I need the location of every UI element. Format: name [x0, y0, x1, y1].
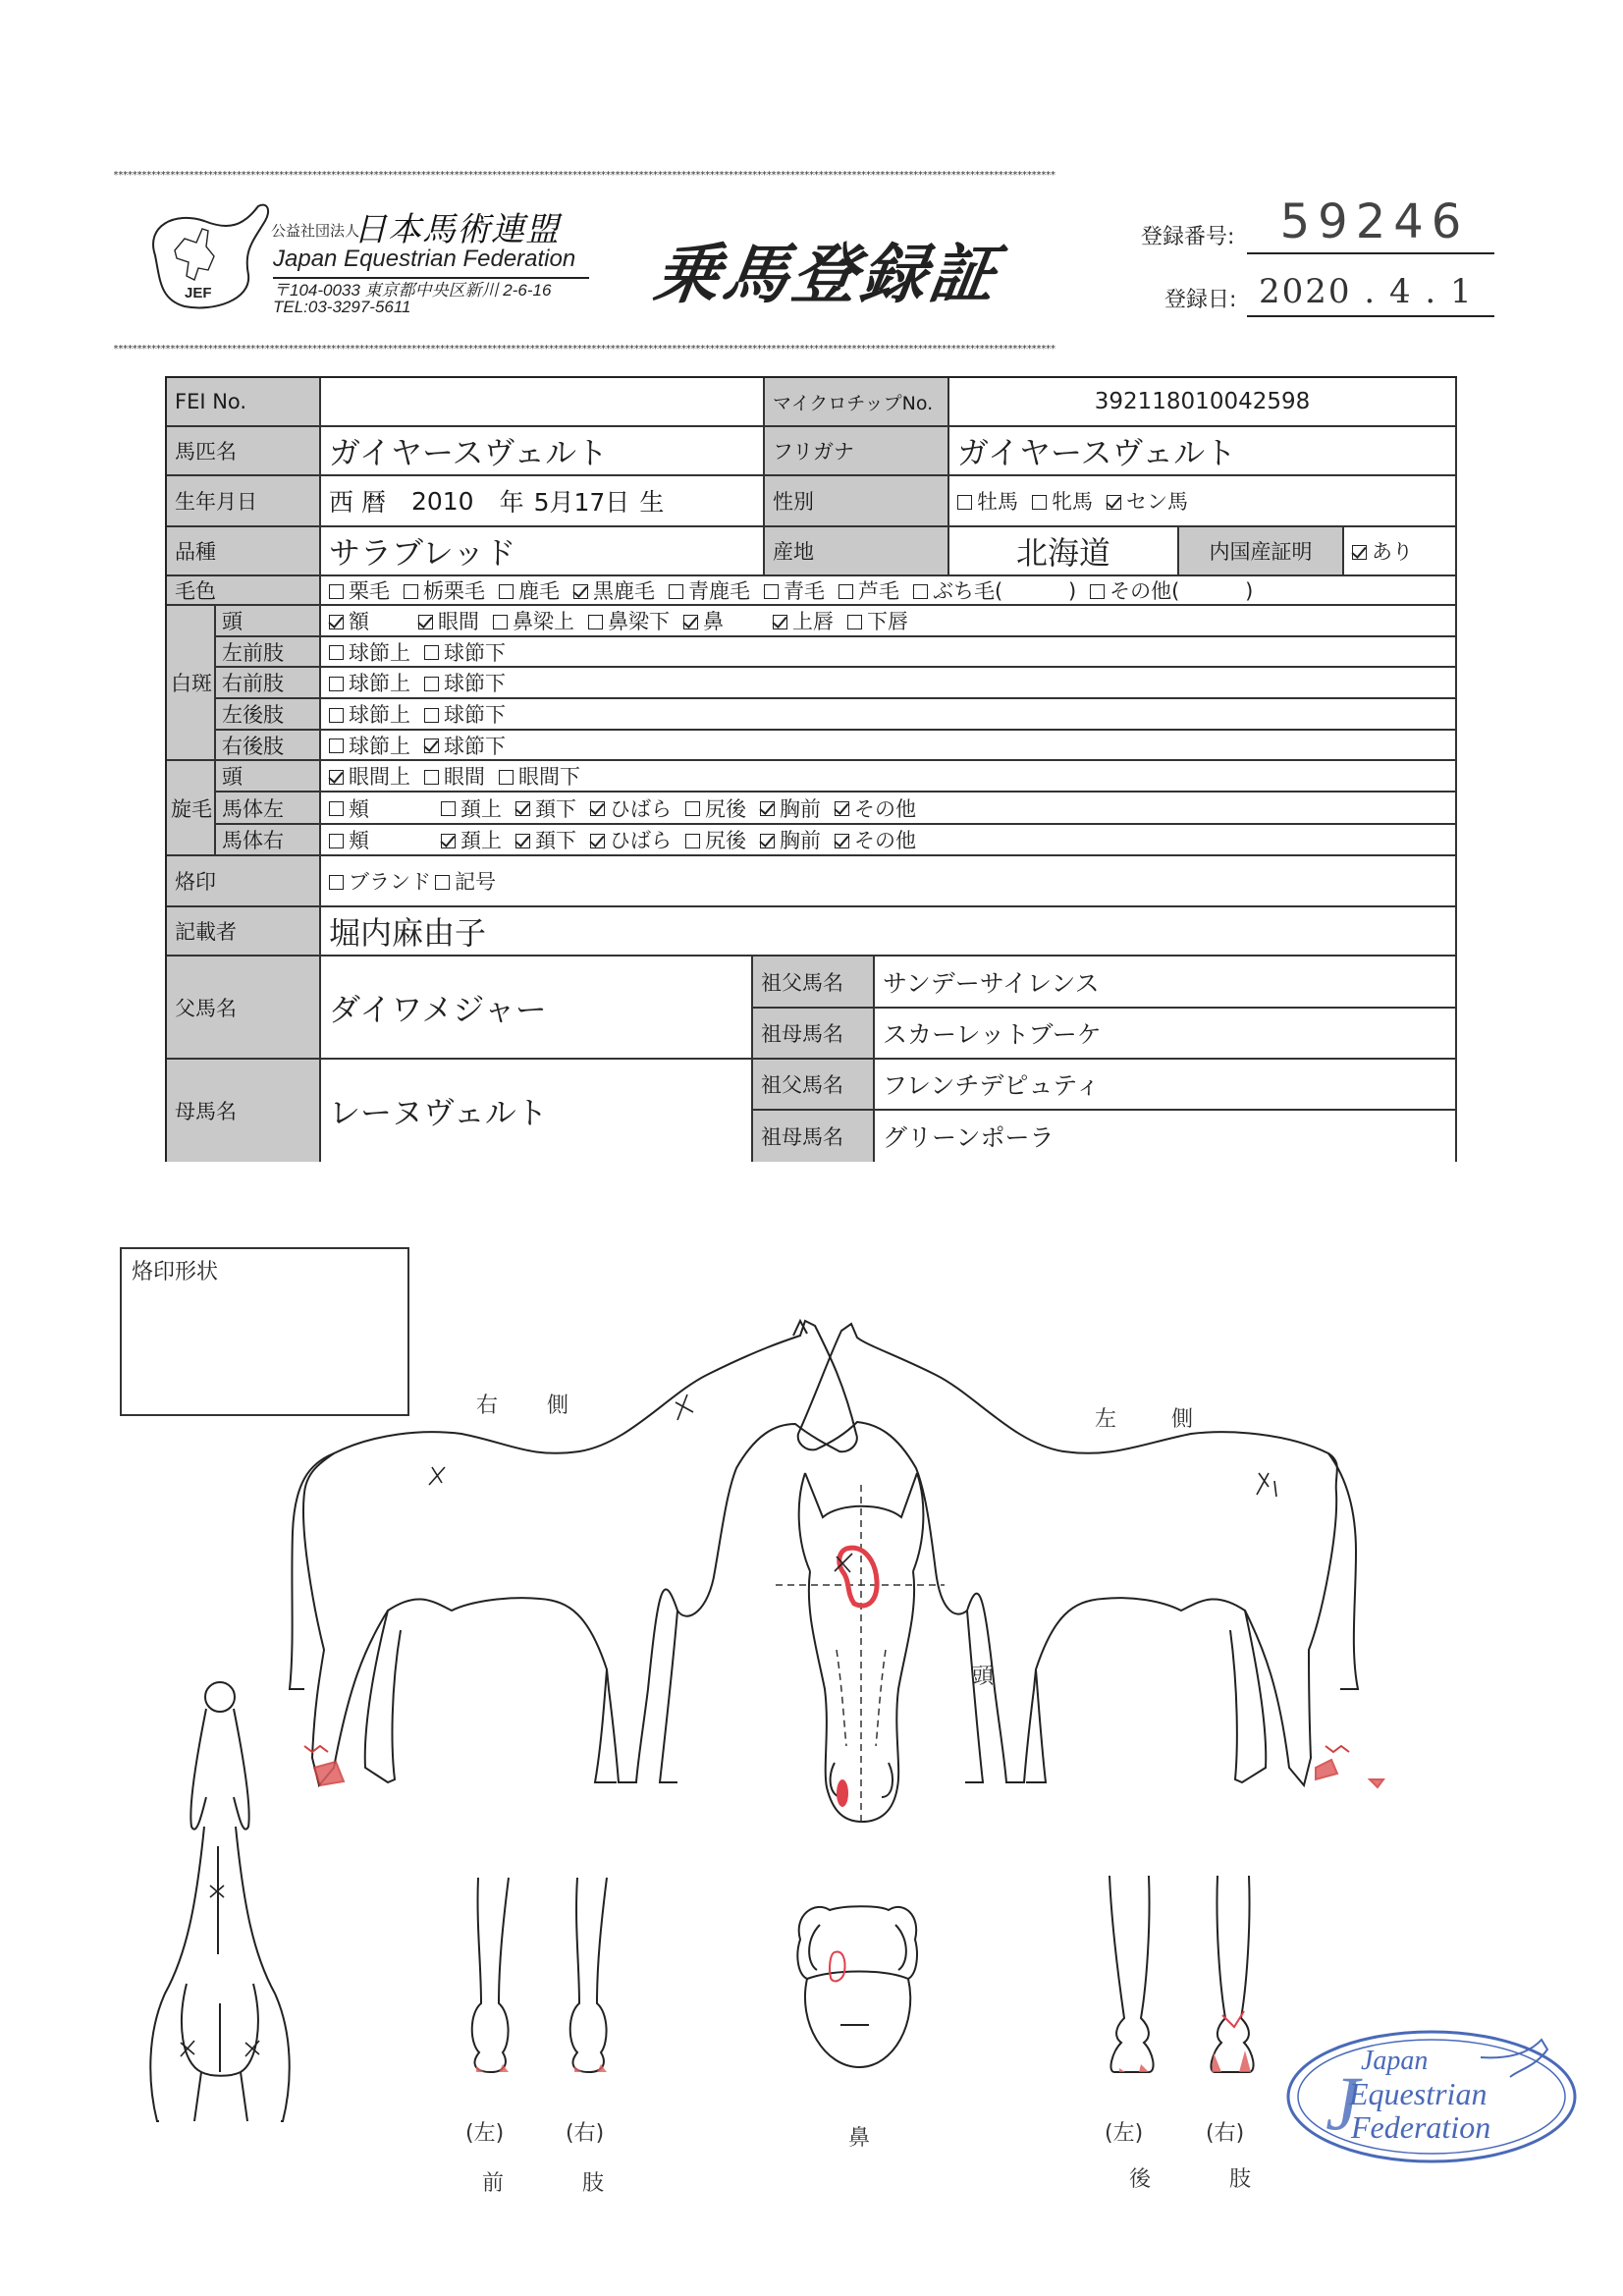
nose-view-icon — [797, 1906, 917, 2067]
recorder-label: 記載者 — [167, 907, 321, 957]
option-label: 尻後 — [705, 829, 746, 852]
whorl-mark-icon — [245, 2041, 259, 2056]
right-side-label-1: 右 — [476, 1394, 499, 1418]
whorl-body-left-label: 馬体左 — [216, 793, 321, 825]
microchip-label: マイクロチップNo. — [765, 378, 949, 427]
org-address: 〒104-0033 東京都中央区新川 2-6-16 — [273, 281, 552, 300]
breed-label: 品種 — [167, 527, 321, 576]
furigana-field[interactable]: ガイヤースヴェルト — [949, 427, 1457, 476]
option-label: 頚下 — [535, 829, 576, 852]
birth-month-day: 5月17日 — [533, 488, 630, 517]
registration-number-label: 登録番号: — [1141, 225, 1235, 249]
whorl-mark-icon — [676, 1394, 693, 1420]
dam-grandsire-label: 祖父馬名 — [753, 1060, 875, 1111]
front-limbs-icon — [472, 1878, 607, 2072]
whorl-mark-icon — [429, 1467, 445, 1485]
option-label: 尻後 — [705, 796, 746, 821]
horse-name-field[interactable]: ガイヤースヴェルト — [321, 427, 765, 476]
origin-label: 産地 — [765, 527, 949, 576]
option-label: 頚上 — [460, 796, 502, 821]
option-label: 鼻梁下 — [608, 610, 670, 633]
option-label: ぶち毛( ) — [933, 579, 1077, 603]
furigana-label: フリガナ — [765, 427, 949, 476]
stamp-line1: Japan — [1361, 2046, 1429, 2076]
left-side-label-2: 側 — [1171, 1407, 1194, 1432]
origin-field[interactable]: 北海道 — [949, 527, 1179, 576]
option-label: 球節上 — [349, 734, 410, 758]
option-label: ブランド — [349, 870, 431, 894]
wm-left-hind-label: 左後肢 — [216, 699, 321, 731]
org-name: 日本馬術連盟 — [353, 210, 560, 249]
left-side-label-1: 左 — [1095, 1407, 1117, 1432]
dam-label: 母馬名 — [167, 1060, 321, 1162]
option-label: 鼻 — [703, 610, 724, 633]
registration-number: 59246 — [1279, 194, 1470, 249]
whorl-mark-icon — [1257, 1473, 1276, 1497]
option-label: 青毛 — [784, 579, 825, 603]
option-label: 眼間下 — [518, 765, 580, 789]
option-label: 球節上 — [349, 640, 410, 665]
option-label: 下唇 — [867, 610, 908, 633]
option-label: 球節下 — [444, 703, 506, 727]
option-label: セン馬 — [1126, 490, 1188, 514]
registration-date-label: 登録日: — [1164, 288, 1237, 312]
forelimb-caption-1: 前 — [482, 2171, 505, 2196]
option-label: 上唇 — [792, 610, 834, 633]
option-label: 頬 — [349, 829, 369, 852]
option-label: 芦毛 — [858, 579, 899, 603]
right-side-horse-icon — [290, 1321, 857, 1785]
org-tel: TEL:03-3297-5611 — [273, 298, 411, 316]
top-star-divider: ******************************************************************************************************************************************************************************************************* — [113, 170, 1055, 181]
horse-name-label: 馬匹名 — [167, 427, 321, 476]
horse-top-view-icon — [150, 1682, 289, 2121]
stamp-line2: Equestrian — [1349, 2076, 1488, 2111]
sire-field[interactable]: ダイワメジャー — [321, 957, 753, 1060]
birth-era: 西 暦 — [329, 488, 386, 517]
domestic-cert-label: 内国産証明 — [1179, 527, 1344, 576]
option-label: その他( ) — [1109, 579, 1254, 603]
registration-date: 2020 . 4 . 1 — [1259, 272, 1474, 311]
option-label: 鹿毛 — [518, 579, 560, 603]
option-label: 頬 — [349, 796, 369, 821]
star-marking-icon — [839, 1548, 877, 1606]
option-label: 眼間上 — [349, 765, 410, 789]
hindlimb-caption-2: 肢 — [1229, 2167, 1252, 2192]
recorder-field[interactable]: 堀内麻由子 — [321, 907, 1457, 957]
option-label: 球節下 — [444, 640, 506, 665]
white-markings-label: 白斑 — [167, 606, 216, 761]
option-label: その他 — [854, 829, 916, 852]
sire-grandsire-label: 祖父馬名 — [753, 957, 875, 1009]
option-label: 額 — [349, 610, 369, 633]
option-label: 球節上 — [349, 703, 410, 727]
dam-granddam-field[interactable]: グリーンポーラ — [875, 1111, 1457, 1162]
option-label: 胸前 — [780, 796, 821, 821]
whorl-head-label: 頭 — [216, 761, 321, 793]
birth-suffix: 生 — [639, 488, 665, 517]
head-label: 頭 — [972, 1665, 995, 1689]
option-label: 胸前 — [780, 829, 821, 852]
domestic-cert-option[interactable]: あり — [1344, 527, 1457, 576]
dam-granddam-label: 祖母馬名 — [753, 1111, 875, 1162]
nose-marking-icon — [830, 1951, 844, 1981]
sire-granddam-field[interactable]: スカーレットブーケ — [875, 1009, 1457, 1060]
org-name-en: Japan Equestrian Federation — [273, 246, 576, 272]
option-label: 栃栗毛 — [423, 579, 485, 603]
option-label: 球節下 — [444, 672, 506, 695]
microchip-field[interactable]: 392118010042598 — [949, 378, 1457, 427]
option-label: ひばら — [610, 829, 672, 852]
breed-field[interactable]: サラブレッド — [321, 527, 765, 576]
nose-label: 鼻 — [848, 2126, 871, 2151]
hindlimb-caption-1: 後 — [1129, 2167, 1152, 2192]
dam-grandsire-field[interactable]: フレンチデピュティ — [875, 1060, 1457, 1111]
dam-field[interactable]: レーヌヴェルト — [321, 1060, 753, 1162]
whorls-label: 旋毛 — [167, 761, 216, 856]
option-label: 記号 — [455, 870, 496, 894]
wm-right-hind-label: 右後肢 — [216, 731, 321, 761]
option-label: 青鹿毛 — [688, 579, 750, 603]
forelimb-right-label: (右) — [566, 2121, 605, 2146]
option-label: 球節下 — [444, 734, 506, 758]
snip-marking-icon — [837, 1779, 848, 1807]
option-label: 鼻梁上 — [513, 610, 574, 633]
right-side-label-2: 側 — [547, 1394, 569, 1418]
option-label: 黒鹿毛 — [593, 579, 655, 603]
wm-left-fore-label: 左前肢 — [216, 637, 321, 668]
option-label: 球節上 — [349, 672, 410, 695]
wm-head-label: 頭 — [216, 606, 321, 637]
org-prefix: 公益社団法人 — [271, 222, 360, 240]
sire-grandsire-field[interactable]: サンデーサイレンス — [875, 957, 1457, 1009]
document-title: 乗馬登録証 — [649, 237, 1004, 312]
option-label: ひばら — [610, 796, 672, 821]
fei-no-label: FEI No. — [167, 378, 321, 427]
whorl-body-right-label: 馬体右 — [216, 825, 321, 856]
birth-date-label: 生年月日 — [167, 476, 321, 527]
option-label: 牝馬 — [1052, 490, 1093, 514]
logo-jef-text: JEF — [185, 285, 212, 301]
stamp-line3: Federation — [1351, 2109, 1491, 2145]
hind-limbs-icon — [1109, 1876, 1254, 2072]
option-label: 栗毛 — [349, 579, 390, 603]
svg-text:J: J — [1325, 2060, 1360, 2146]
wm-right-fore-label: 右前肢 — [216, 668, 321, 699]
option-label: 頚上 — [460, 829, 502, 852]
bottom-star-divider: ******************************************************************************************************************************************************************************************************* — [113, 344, 1055, 355]
option-label: 牡馬 — [977, 490, 1018, 514]
left-side-horse-icon — [798, 1324, 1358, 1785]
hindlimb-right-label: (右) — [1206, 2121, 1245, 2146]
birth-year: 2010 — [410, 486, 474, 516]
option-label: その他 — [854, 796, 916, 821]
option-label: 頚下 — [535, 796, 576, 821]
option-label: 眼間 — [438, 610, 479, 633]
sex-label: 性別 — [765, 476, 949, 527]
coat-color-label: 毛色 — [167, 576, 321, 606]
birth-year-suffix: 年 — [499, 488, 524, 517]
jef-official-stamp — [1284, 2028, 1579, 2165]
brand-shape-label: 烙印形状 — [132, 1260, 219, 1285]
sire-granddam-label: 祖母馬名 — [753, 1009, 875, 1060]
forelimb-caption-2: 肢 — [582, 2171, 605, 2196]
hindlimb-left-label: (左) — [1105, 2121, 1144, 2146]
sire-label: 父馬名 — [167, 957, 321, 1060]
forelimb-left-label: (左) — [465, 2121, 505, 2146]
option-label: 眼間 — [444, 765, 485, 789]
brand-label: 烙印 — [167, 856, 321, 907]
